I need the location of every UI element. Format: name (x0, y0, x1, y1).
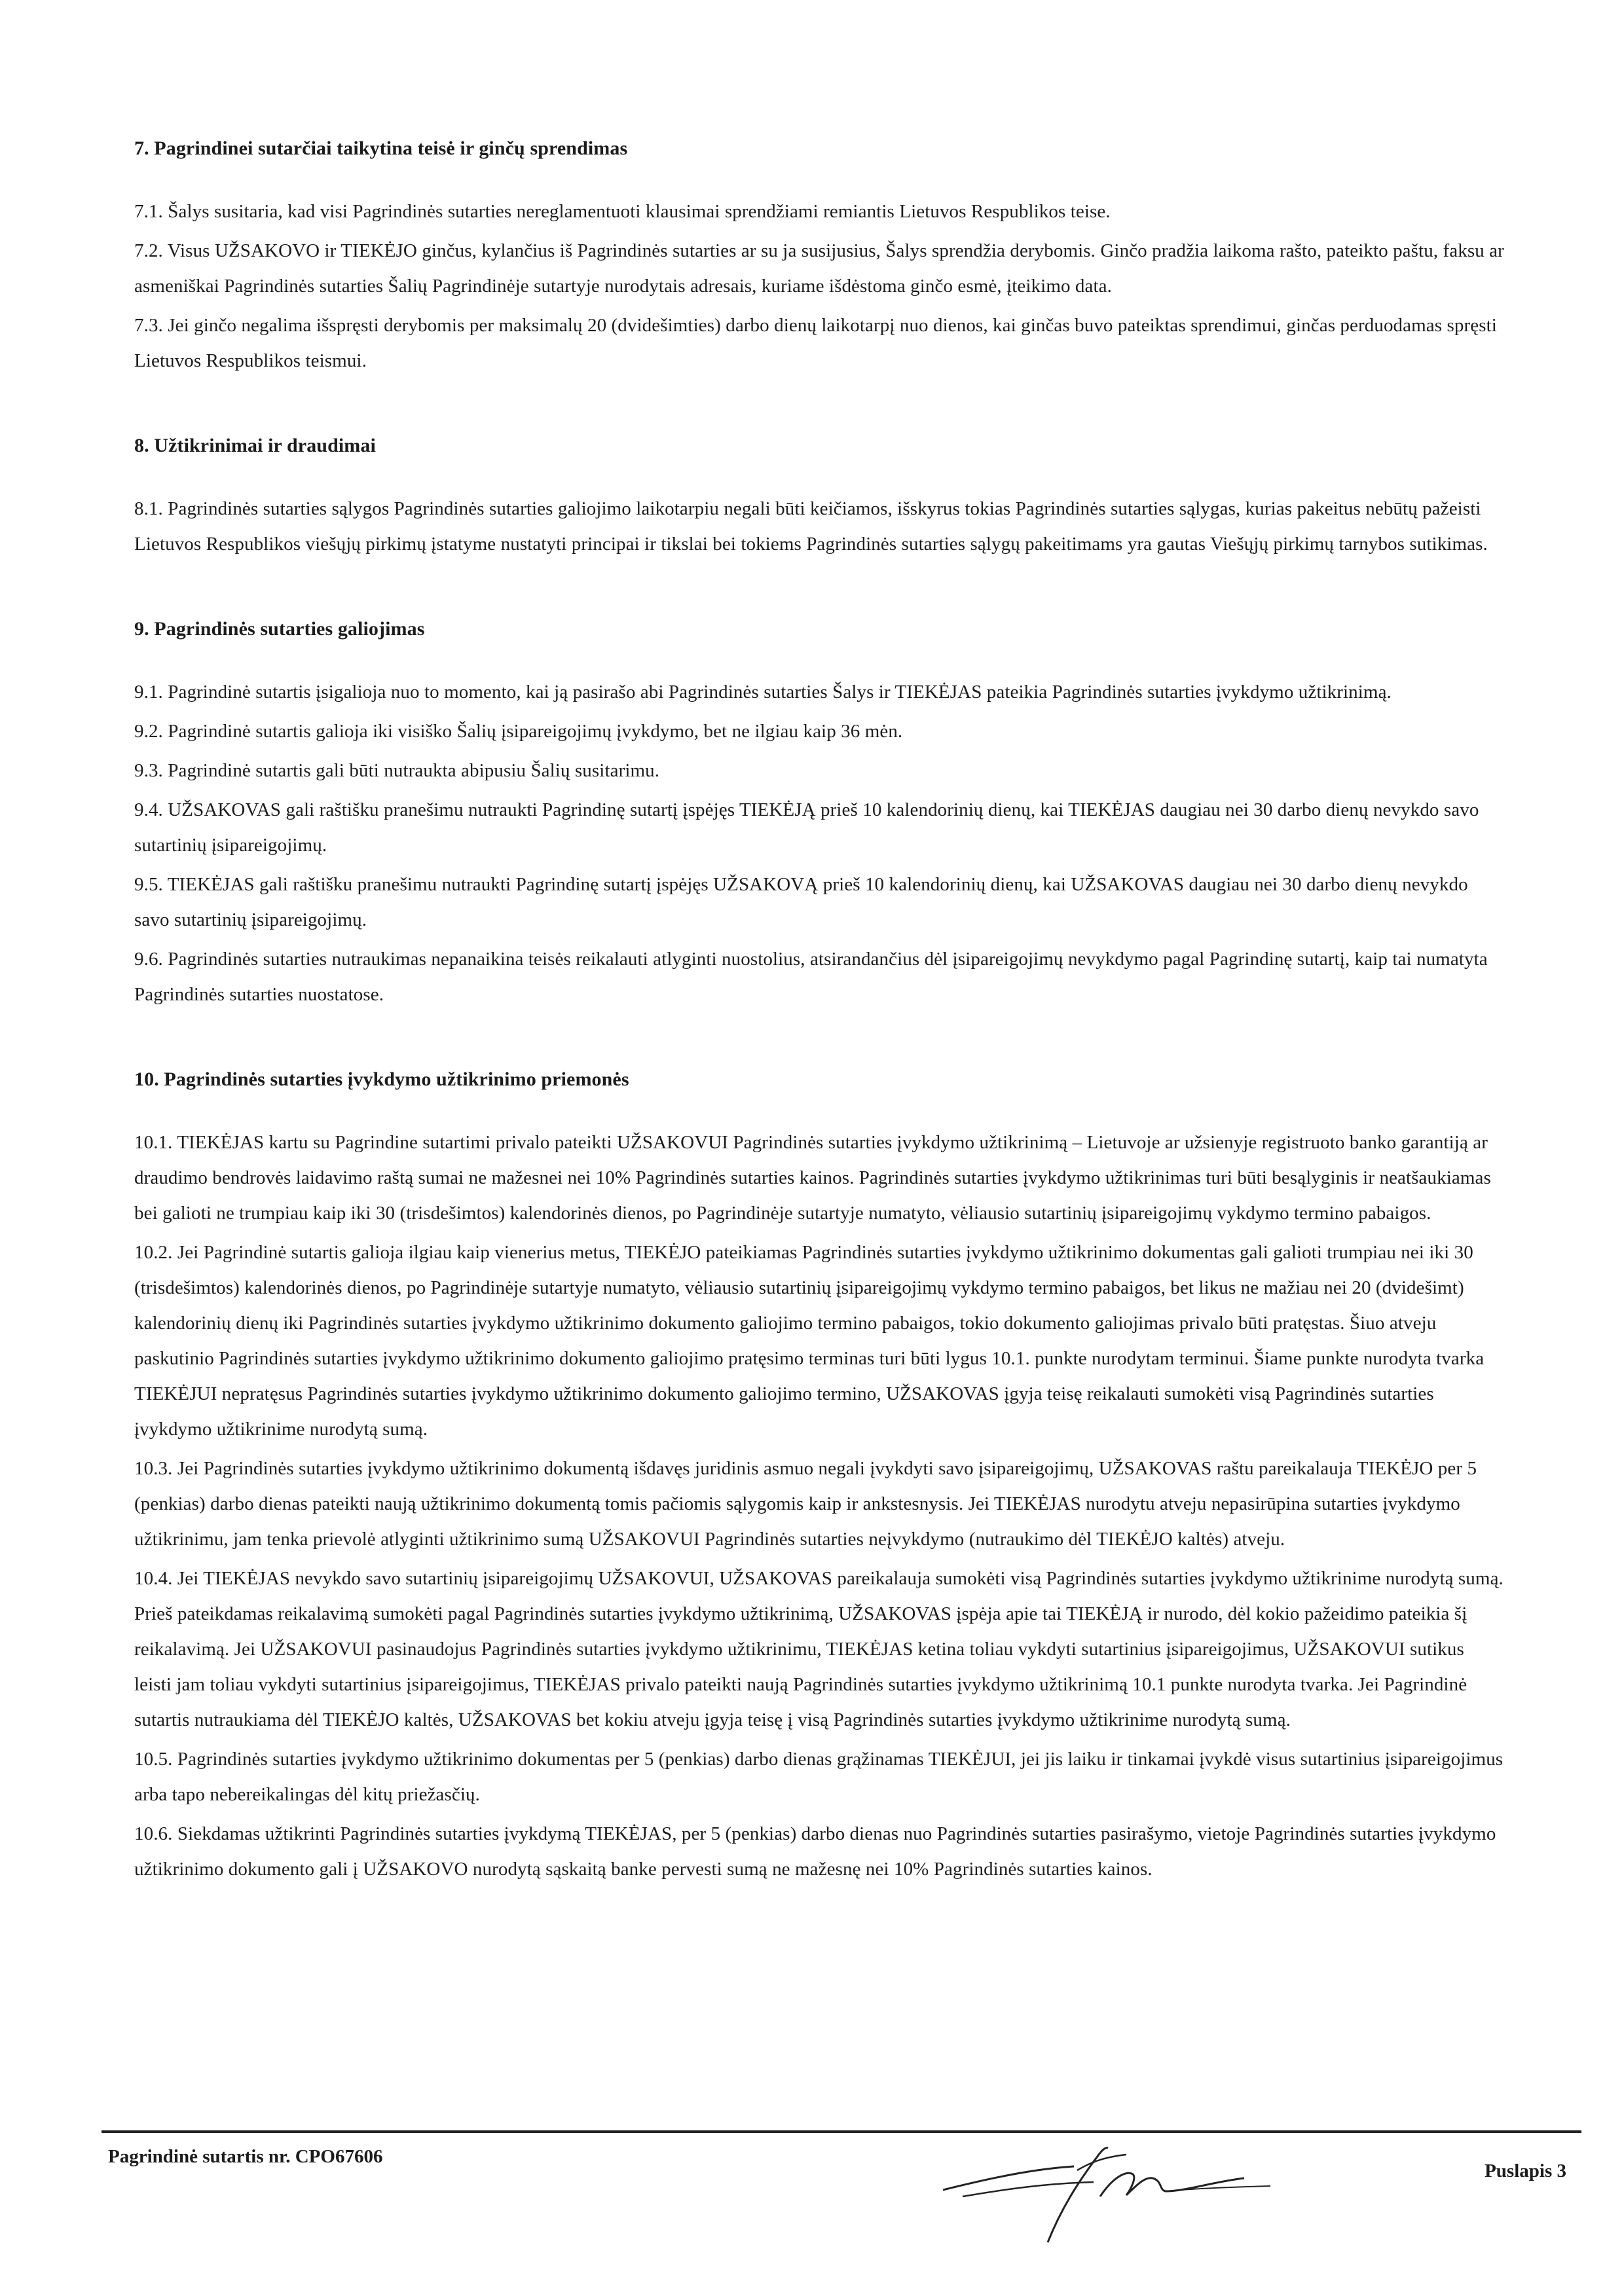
section-7 (124, 131, 1506, 378)
paragraph: 9.5. TIEKĖJAS gali raštišku pranešimu nutraukti Pagrindinę sutartį įspėjęs UŽSAKOVĄ prieš 10 kalendorinių dienų, kai UŽSAKOVAS daugiau nei 30 darbo dienų nevykdo savo sutartinių įsipareigojimų. (134, 874, 1468, 930)
paragraph: 10.3. Jei Pagrindinės sutarties įvykdymo užtikrinimo dokumentą išdavęs juridinis asmuo negali įvykdyti savo įsipareigojimų, UŽSAKOVAS raštu pareikalauja TIEKĖJO per 5 (penkias) darbo dienas pateikti naują užtikrinimo dokumentą tomis pačiomis sąlygomis kaip ir ankstesnysis. Jei TIEKĖJAS nurodytu atveju nepasirūpina sutarties įvykdymo užtikrinimu, jam tenka prievolė atlyginti užtikrinimo sumą UŽSAKOVUI Pagrindinės sutarties neįvykdymo (nutraukimo dėl TIEKĖJO kaltės) atveju. (134, 1458, 1477, 1550)
section-10 (124, 1062, 1506, 1887)
footer-divider (101, 2130, 1581, 2133)
section-heading: 10. Pagrindinės sutarties įvykdymo užtikrinimo priemonės (134, 1068, 629, 1090)
paragraph: 10.1. TIEKĖJAS kartu su Pagrindine sutartimi privalo pateikti UŽSAKOVUI Pagrindinės sutarties įvykdymo užtikrinimą – Lietuvoje ar užsienyje registruoto banko garantiją ar draudimo bendrovės laidavimo raštą sumai ne mažesnei nei 10% Pagrindinės sutarties kainos. Pagrindinės sutarties įvykdymo užtikrinimas turi būti besąlyginis ir neatšaukiamas bei galioti ne trumpiau kaip iki 30 (trisdešimtos) kalendorinės dienos, po Pagrindinėje sutartyje numatyto, vėliausio sutartinių įsipareigojimų vykdymo termino pabaigos. (134, 1132, 1491, 1224)
paragraph: 7.2. Visus UŽSAKOVO ir TIEKĖJO ginčus, kylančius iš Pagrindinės sutarties ar su ja susijusius, Šalys sprendžia derybomis. Ginčo pradžia laikoma rašto, pateikto paštu, faksu ar asmeniškai Pagrindinės sutarties Šalių Pagrindinėje sutartyje nurodytais adresais, kuriame išdėstoma ginčo esmė, įteikimo data. (134, 240, 1504, 297)
section-heading: 8. Užtikrinimai ir draudimai (134, 435, 376, 456)
section-8 (124, 428, 1506, 562)
paragraph: 10.6. Siekdamas užtikrinti Pagrindinės sutarties įvykdymą TIEKĖJAS, per 5 (penkias) darbo dienas nuo Pagrindinės sutarties pasirašymo, vietoje Pagrindinės sutarties įvykdymo užtikrinimo dokumento gali į UŽSAKOVO nurodytą sąskaitą banke pervesti sumą ne mažesnę nei 10% Pagrindinės sutarties kainos. (134, 1823, 1496, 1880)
paragraph: 9.6. Pagrindinės sutarties nutraukimas nepanaikina teisės reikalauti atlyginti nuostolius, atsirandančius dėl įsipareigojimų nevykdymo pagal Pagrindinę sutartį, kaip tai numatyta Pagrindinės sutarties nuostatose. (134, 949, 1488, 1005)
paragraph: 9.3. Pagrindinė sutartis gali būti nutraukta abipusiu Šalių susitarimu. (134, 760, 660, 781)
paragraph: 9.1. Pagrindinė sutartis įsigalioja nuo to momento, kai ją pasirašo abi Pagrindinės sutarties Šalys ir TIEKĖJAS pateikia Pagrindinės sutarties įvykdymo užtikrinimą. (134, 682, 1392, 702)
paragraph: 9.2. Pagrindinė sutartis galioja iki visiško Šalių įsipareigojimų įvykdymo, bet ne ilgiau kaip 36 mėn. (134, 721, 903, 742)
paragraph: 7.1. Šalys susitaria, kad visi Pagrindinės sutarties nereglamentuoti klausimai sprendžiami remiantis Lietuvos Respublikos teise. (134, 201, 1111, 222)
paragraph: 9.4. UŽSAKOVAS gali raštišku pranešimu nutraukti Pagrindinę sutartį įspėjęs TIEKĖJĄ prieš 10 kalendorinių dienų, kai TIEKĖJAS daugiau nei 30 darbo dienų nevykdo savo sutartinių įsipareigojimų. (134, 799, 1479, 856)
page-number: Puslapis 3 (1485, 2160, 1566, 2181)
document-body (124, 131, 1506, 1891)
paragraph: 8.1. Pagrindinės sutarties sąlygos Pagrindinės sutarties galiojimo laikotarpiu negali būti keičiamos, išskyrus tokias Pagrindinės sutarties sąlygas, kurias pakeitus nebūtų pažeisti Lietuvos Respublikos viešųjų pirkimų įstatyme nustatyti principai ir tikslai bei tokiems Pagrindinės sutarties sąlygų pakeitimams yra gautas Viešųjų pirkimų tarnybos sutikimas. (134, 498, 1488, 555)
paragraph: 7.3. Jei ginčo negalima išspręsti derybomis per maksimalų 20 (dvidešimties) darbo dienų laikotarpį nuo dienos, kai ginčas buvo pateiktas sprendimui, ginčas perduodamas spręsti Lietuvos Respublikos teismui. (134, 315, 1497, 371)
section-heading: 7. Pagrindinei sutarčiai taikytina teisė ir ginčų sprendimas (134, 137, 628, 159)
contract-number: Pagrindinė sutartis nr. CPO67606 (108, 2146, 383, 2167)
paragraph: 10.5. Pagrindinės sutarties įvykdymo užtikrinimo dokumentas per 5 (penkias) darbo dienas grąžinamas TIEKĖJUI, jei jis laiku ir tinkamai įvykdė visus sutartinius įsipareigojimus arba tapo nebereikalingas dėl kitų priežasčių. (134, 1749, 1504, 1805)
paragraph: 10.2. Jei Pagrindinė sutartis galioja ilgiau kaip vienerius metus, TIEKĖJO pateikiamas Pagrindinės sutarties įvykdymo užtikrinimo dokumentas gali galioti trumpiau nei iki 30 (trisdešimtos) kalendorinės dienos, po Pagrindinėje sutartyje numatyto, vėliausio sutartinių įsipareigojimų vykdymo termino pabaigos, bet likus ne mažiau nei 20 (dvidešimt) kalendorinių dienų iki Pagrindinės sutarties įvykdymo užtikrinimo dokumento galiojimo termino pabaigos, tokio dokumento galiojimas privalo būti pratęstas. Šiuo atveju paskutinio Pagrindinės sutarties įvykdymo užtikrinimo dokumento galiojimo pratęsimo terminas turi būti lygus 10.1. punkte nurodytam terminui. Šiame punkte nurodyta tvarka TIEKĖJUI nepratęsus Pagrindinės sutarties įvykdymo užtikrinimo dokumento galiojimo termino, UŽSAKOVAS įgyja teisę reikalauti sumokėti visą Pagrindinės sutarties įvykdymo užtikrinime nurodytą sumą. (134, 1242, 1485, 1440)
handwritten-signature (936, 2131, 1303, 2249)
paragraph: 10.4. Jei TIEKĖJAS nevykdo savo sutartinių įsipareigojimų UŽSAKOVUI, UŽSAKOVAS pareikalauja sumokėti visą Pagrindinės sutarties įvykdymo užtikrinime nurodytą sumą. Prieš pateikdamas reikalavimą sumokėti pagal Pagrindinės sutarties įvykdymo užtikrinimą, UŽSAKOVAS įspėja apie tai TIEKĖJĄ ir nurodo, dėl kokio pažeidimo pateikia šį reikalavimą. Jei UŽSAKOVUI pasinaudojus Pagrindinės sutarties įvykdymo užtikrinimu, TIEKĖJAS ketina toliau vykdyti sutartinius įsipareigojimus, UŽSAKOVUI sutikus leisti jam toliau vykdyti sutartinius įsipareigojimus, TIEKĖJAS privalo pateikti naują Pagrindinės sutarties įvykdymo užtikrinimą 10.1 punkte nurodyta tvarka. Jei Pagrindinė sutartis nutraukiama dėl TIEKĖJO kaltės, UŽSAKOVAS bet kokiu atveju įgyja teisę į visą Pagrindinės sutarties įvykdymo užtikrinime nurodytą sumą. (134, 1568, 1504, 1730)
section-heading: 9. Pagrindinės sutarties galiojimas (134, 618, 425, 640)
section-9 (124, 611, 1506, 1012)
